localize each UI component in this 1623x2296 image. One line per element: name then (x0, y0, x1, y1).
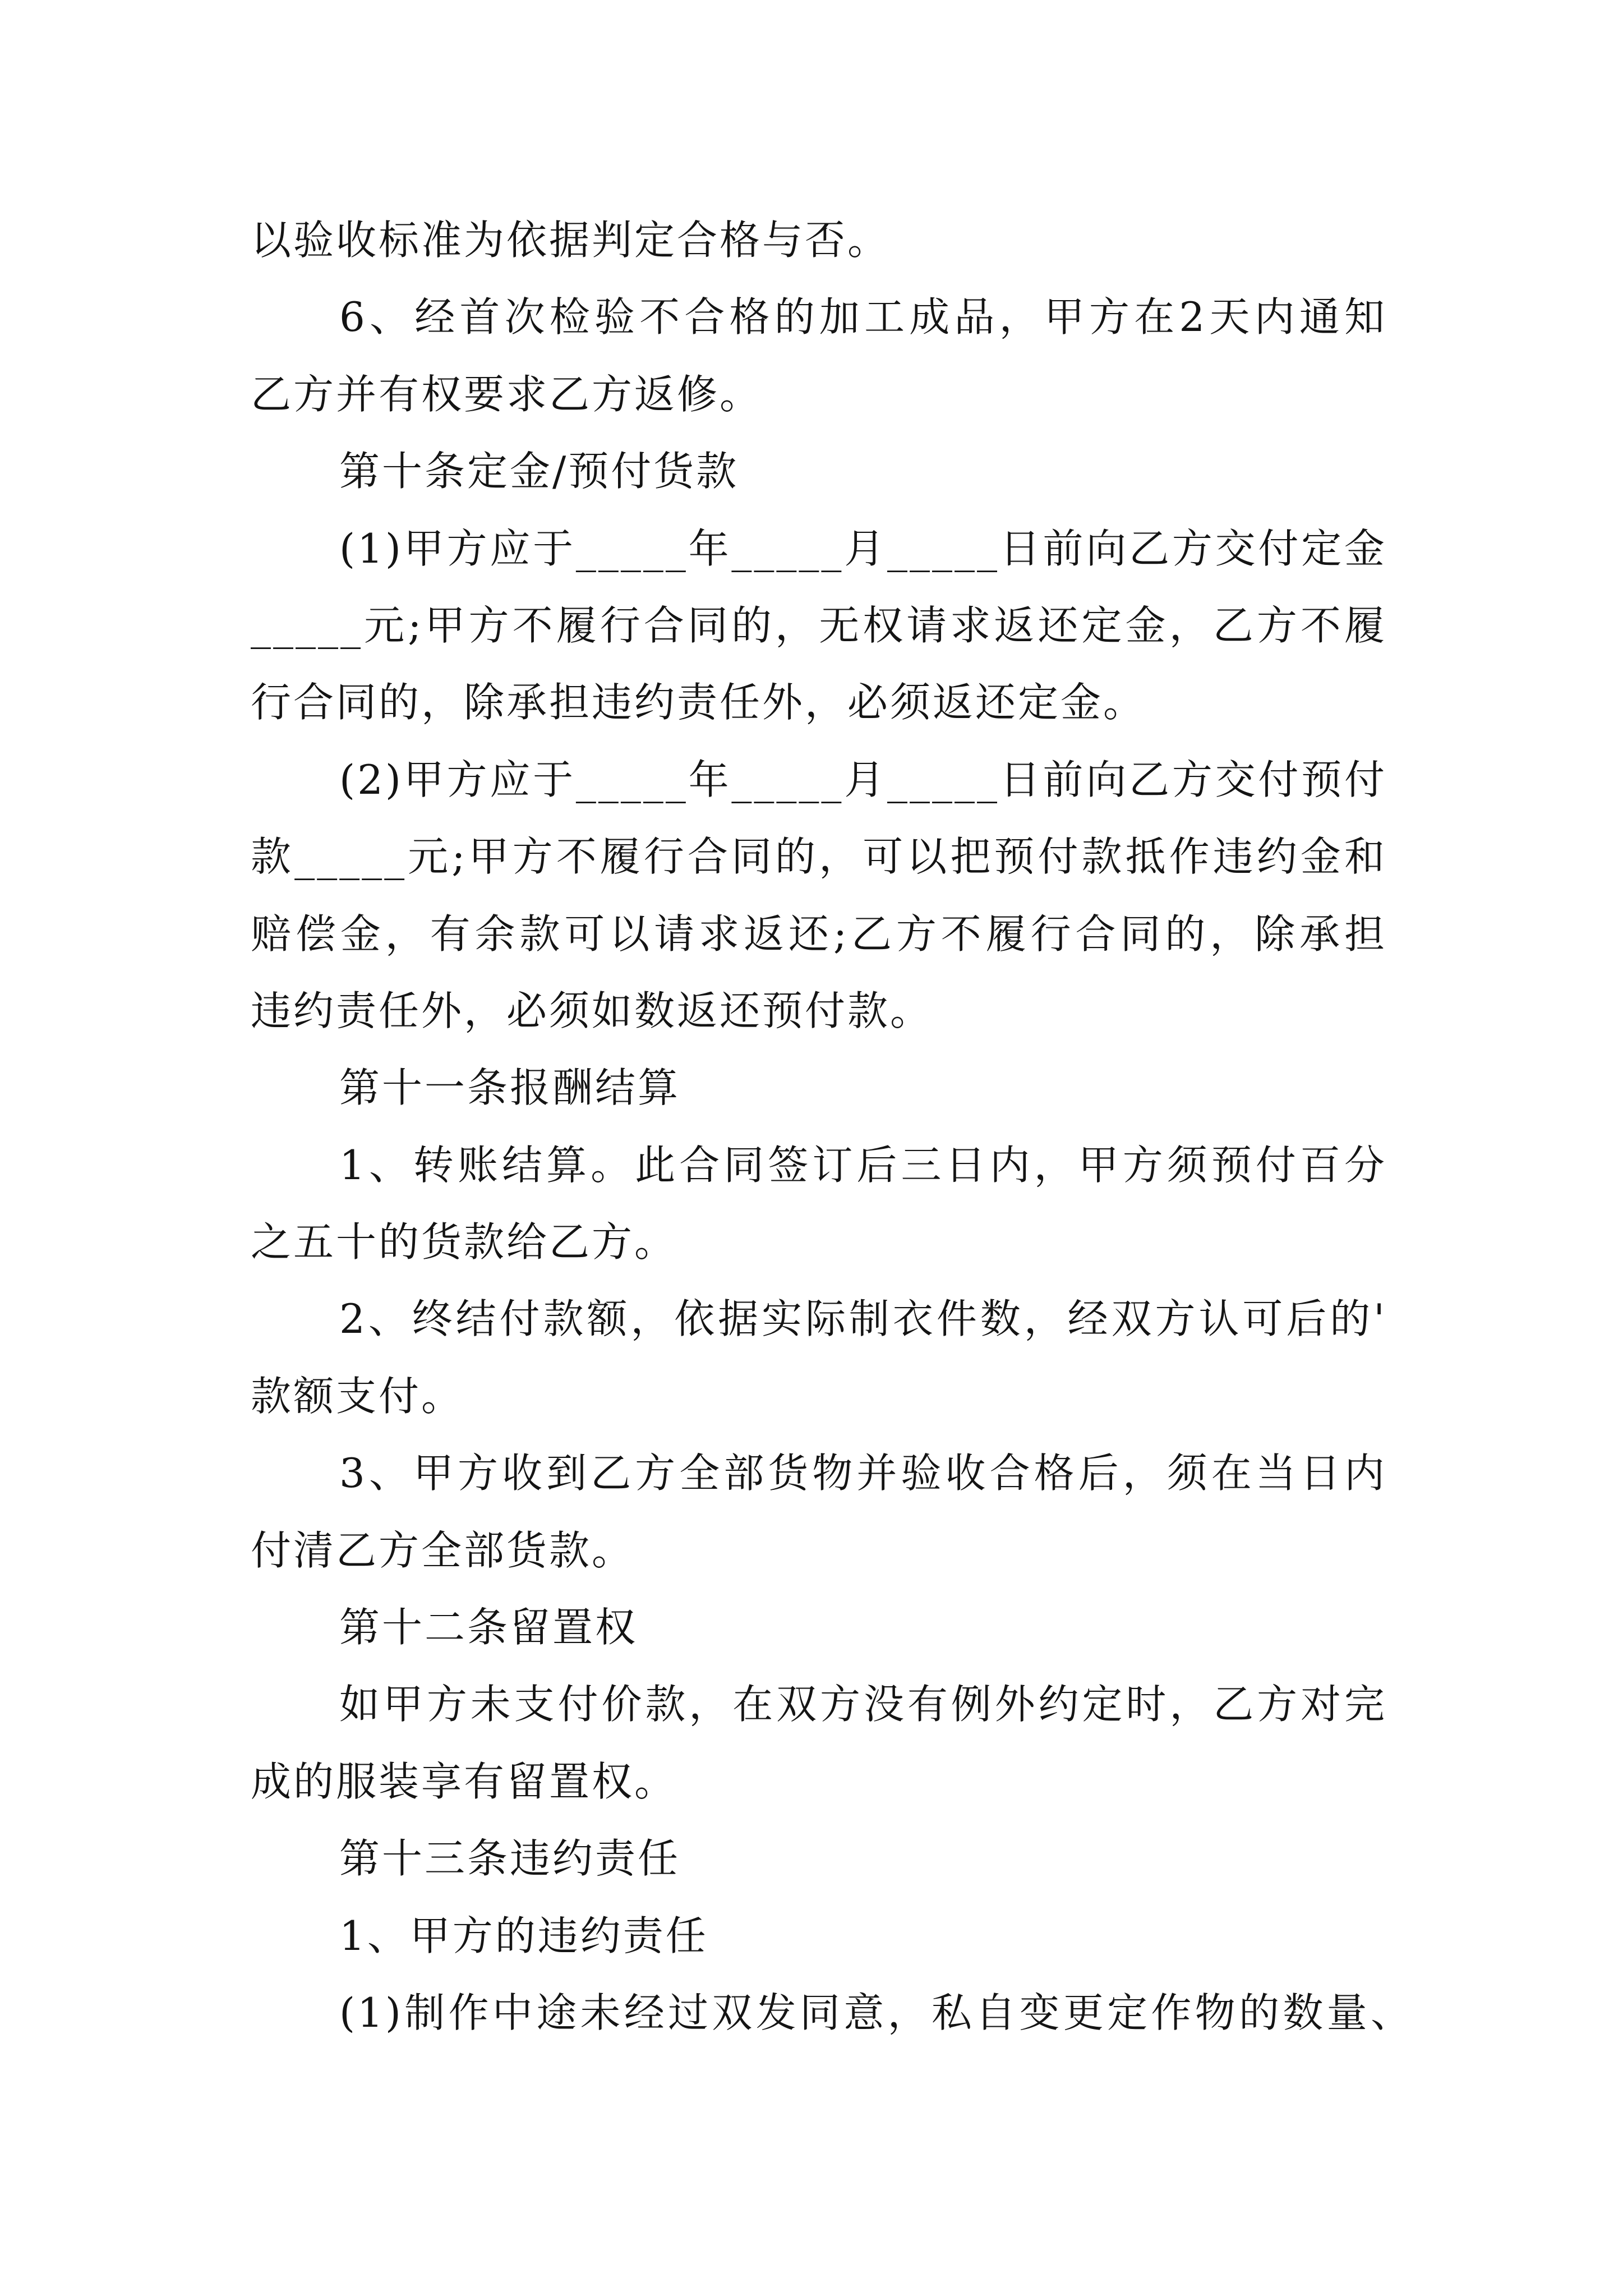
article-heading: 第十三条违约责任 (339, 1835, 681, 1883)
text-line: 3、甲方收到乙方全部货物并验收合格后，须在当日内 (339, 1450, 1387, 1497)
article-11-heading (251, 1050, 1387, 1126)
paragraph-continued (251, 202, 1387, 279)
text-line: 之五十的货款给乙方。 (251, 1218, 677, 1266)
paragraph-party-a-liability (251, 1898, 1387, 1975)
paragraph-prepayment (251, 742, 1387, 1050)
text-line: _____元;甲方不履行合同的，无权请求返还定金，乙方不履 (251, 601, 1387, 649)
paragraph-liability-item-1 (251, 1975, 1413, 2051)
article-heading: 第十二条留置权 (339, 1604, 638, 1651)
text-line: 违约责任外，必须如数返还预付款。 (251, 987, 933, 1034)
text-line: 如甲方未支付价款，在双方没有例外约定时，乙方对完 (339, 1681, 1387, 1728)
paragraph-deposit (251, 510, 1387, 742)
text-line: 2、终结付款额，依据实际制衣件数，经双方认可后的' (339, 1295, 1387, 1343)
text-line: 1、甲方的违约责任 (339, 1912, 708, 1959)
paragraph-lien (251, 1666, 1387, 1820)
paragraph-settlement-1 (251, 1127, 1387, 1281)
text-line: 赔偿金，有余款可以请求返还;乙方不履行合同的，除承担 (251, 910, 1387, 958)
paragraph-settlement-3 (251, 1435, 1387, 1589)
text-line: 款_____元;甲方不履行合同的，可以把预付款抵作违约金和 (251, 833, 1387, 881)
text-line: 乙方并有权要求乙方返修。 (251, 370, 763, 418)
text-line: (1)甲方应于_____年_____月_____日前向乙方交付定金 (339, 524, 1387, 572)
text-line: (1)制作中途未经过双发同意，私自变更定作物的数量、 (339, 1989, 1413, 2036)
text-line: 成的服装享有留置权。 (251, 1757, 677, 1805)
article-heading: 第十一条报酬结算 (339, 1064, 681, 1112)
text-line: 6、经首次检验不合格的加工成品，甲方在2天内通知 (339, 293, 1387, 341)
text-line: 行合同的，除承担违约责任外，必须返还定金。 (251, 679, 1146, 726)
paragraph-settlement-2 (251, 1281, 1387, 1435)
text-line: (2)甲方应于_____年_____月_____日前向乙方交付预付 (339, 756, 1387, 803)
text-line: 款额支付。 (251, 1372, 464, 1420)
text-line: 1、转账结算。此合同签订后三日内，甲方须预付百分 (339, 1141, 1387, 1189)
text-line: 以验收标准为依据判定合格与否。 (251, 217, 891, 264)
paragraph-clause-6 (251, 279, 1387, 433)
article-12-heading (251, 1589, 1387, 1666)
document-body (251, 202, 1413, 2051)
article-13-heading (251, 1820, 1387, 1897)
article-10-heading (251, 433, 1387, 510)
article-heading: 第十条定金/预付货款 (339, 448, 739, 495)
text-line: 付清乙方全部货款。 (251, 1526, 635, 1574)
